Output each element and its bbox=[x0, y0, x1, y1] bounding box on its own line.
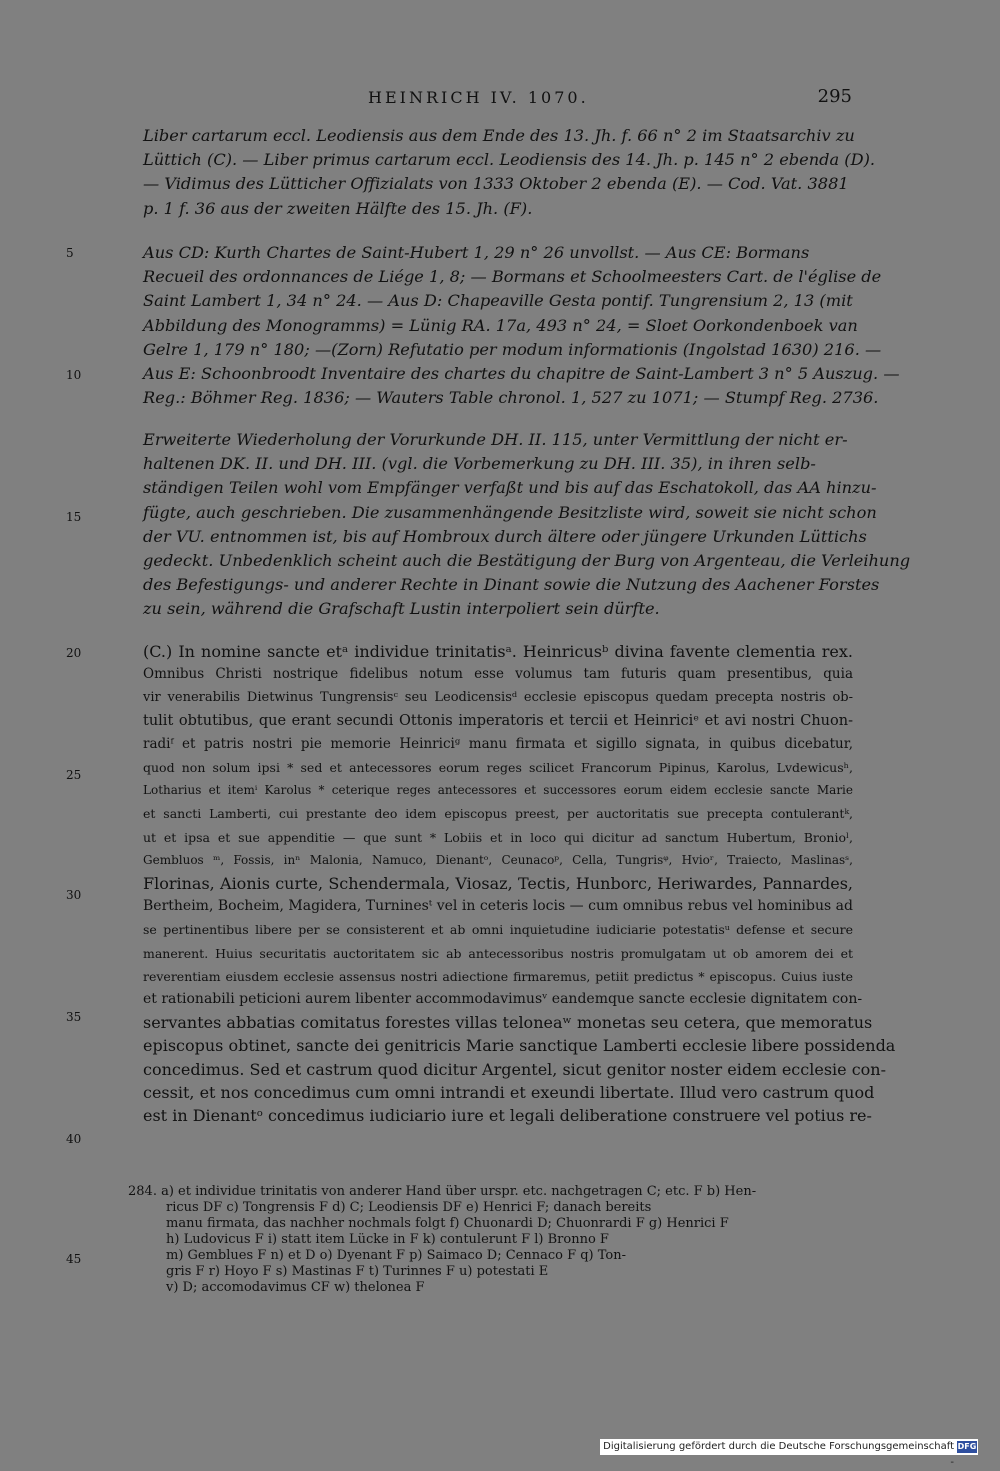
commentary-line: gedeckt. Unbedenklich scheint auch die Bestätigung der Burg von Argenteau, die Verleihung bbox=[143, 551, 911, 571]
charter-line: est in Dienantᵒ concedimus iudiciario iure et legali deliberatione construere vel potius re- bbox=[143, 1106, 872, 1126]
footnote-line: ricus DF c) Tongrensis F d) C; Leodiensis DF e) Henrici F; danach bereits bbox=[166, 1200, 652, 1215]
charter-line: radiᶠ et patris nostri pie memorie Heinriciᵍ manu firmata et sigillo signata, in quibus dicebatur, bbox=[143, 735, 853, 752]
charter-line: Florinas, Aionis curte, Schendermala, Viosaz, Tectis, Hunborc, Heriwardes, Pannardes, bbox=[143, 874, 853, 894]
charter-line: cessit, et nos concedimus cum omni intrandi et exeundi libertate. Illud vero castrum quod bbox=[143, 1082, 875, 1102]
line-number: 30 bbox=[66, 888, 82, 902]
footnote-line: 284. a) et individue trinitatis von anderer Hand über urspr. etc. nachgetragen C; etc. F b) Hen- bbox=[128, 1184, 757, 1199]
edition-line: Aus E: Schoonbroodt Inventaire des chartes du chapitre de Saint-Lambert 3 n° 5 Auszug. — bbox=[143, 364, 900, 384]
source-line: — Vidimus des Lütticher Offizialats von 1333 Oktober 2 ebenda (E). — Cod. Vat. 3881 bbox=[143, 174, 849, 194]
edition-line: Aus CD: Kurth Chartes de Saint-Hubert 1, 29 n° 26 unvollst. — Aus CE: Bormans bbox=[143, 243, 810, 262]
credit-text: Digitalisierung gefördert durch die Deutsche Forschungsgemeinschaft - bbox=[603, 1441, 954, 1468]
line-number: 45 bbox=[66, 1252, 82, 1266]
footnote-line: h) Ludovicus F i) statt item Lücke in F k) contulerunt F l) Bronno F bbox=[166, 1232, 609, 1247]
commentary-line: fügte, auch geschrieben. Die zusammenhängende Besitzliste wird, soweit sie nicht schon bbox=[143, 502, 877, 522]
commentary-line: der VU. entnommen ist, bis auf Hombroux durch ältere oder jüngere Urkunden Lüttichs bbox=[143, 526, 867, 546]
edition-line: Abbildung des Monogramms) = Lünig RA. 17a, 493 n° 24, = Sloet Oorkondenboek van bbox=[143, 315, 858, 335]
source-paragraph bbox=[143, 124, 876, 221]
source-line: Liber cartarum eccl. Leodiensis aus dem Ende des 13. Jh. f. 66 n° 2 im Staatsarchiv zu bbox=[143, 126, 855, 145]
commentary-paragraph bbox=[143, 428, 911, 622]
charter-line: tulit obtutibus, que erant secundi Ottonis imperatoris et tercii et Heinriciᵉ et avi nostri Chuon- bbox=[143, 712, 853, 729]
charter-line: concedimus. Sed et castrum quod dicitur Argentel, sicut genitor noster eidem ecclesie con- bbox=[143, 1059, 886, 1079]
line-number: 25 bbox=[66, 768, 82, 782]
footnote-line: v) D; accomodavimus CF w) thelonea F bbox=[166, 1280, 425, 1295]
commentary-line: ständigen Teilen wohl vom Empfänger verfaßt und bis auf das Eschatokoll, das AA hinzu- bbox=[143, 478, 877, 498]
line-number: 5 bbox=[66, 246, 74, 260]
edition-line: Saint Lambert 1, 34 n° 24. — Aus D: Chapeaville Gesta pontif. Tungrensium 2, 13 (mit bbox=[143, 291, 853, 311]
editions-paragraph bbox=[143, 241, 900, 410]
commentary-line: des Befestigungs- und anderer Rechte in Dinant sowie die Nutzung des Aachener Forstes bbox=[143, 575, 880, 595]
footnote-line: m) Gemblues F n) et D o) Dyenant F p) Saimaco D; Cennaco F q) Ton- bbox=[166, 1248, 627, 1263]
charter-text bbox=[143, 640, 896, 1127]
commentary-line: Erweiterte Wiederholung der Vorurkunde DH. II. 115, unter Vermittlung der nicht er- bbox=[143, 430, 848, 449]
commentary-line: zu sein, während die Grafschaft Lustin interpoliert sein dürfte. bbox=[143, 599, 660, 619]
charter-line: Lotharius et itemⁱ Karolus * ceterique reges antecessores et successores eorum eidem ecclesie sancte Marie bbox=[143, 783, 853, 798]
charter-line: (C.) In nomine sancte etᵃ individue trinitatisᵃ. Heinricusᵇ divina favente clementia rex. bbox=[143, 642, 853, 661]
running-title: HEINRICH IV. 1070. bbox=[368, 88, 589, 107]
line-number: 35 bbox=[66, 1010, 82, 1024]
charter-line: ut et ipsa et sue appenditie — que sunt * Lobiis et in loco qui dicitur ad sanctum Hubertum, Bronioˡ, bbox=[143, 829, 853, 845]
line-number: 40 bbox=[66, 1132, 82, 1146]
footnotes bbox=[128, 1184, 854, 1296]
source-line: Lüttich (C). — Liber primus cartarum eccl. Leodiensis des 14. Jh. p. 145 n° 2 ebenda (D). bbox=[143, 150, 876, 170]
line-number: 15 bbox=[66, 510, 82, 524]
charter-line: vir venerabilis Dietwinus Tungrensisᶜ seu Leodicensisᵈ ecclesie episcopus quedam precepta nostris ob- bbox=[143, 690, 853, 706]
charter-line: quod non solum ipsi * sed et antecessores eorum reges scilicet Francorum Pipinus, Karolus, Lvdewicusʰ, bbox=[143, 760, 853, 776]
funding-credit bbox=[600, 1439, 978, 1468]
edition-line: Recueil des ordonnances de Liége 1, 8; — Bormans et Schoolmeesters Cart. de l'église de bbox=[143, 267, 882, 287]
line-number: 20 bbox=[66, 646, 82, 660]
dfg-logo: DFG bbox=[957, 1442, 977, 1451]
charter-line: Omnibus Christi nostrique fidelibus notum esse volumus tam futuris quam presentibus, quia bbox=[143, 666, 853, 683]
charter-line: episcopus obtinet, sancte dei genitricis Marie sanctique Lamberti ecclesie libere possidenda bbox=[143, 1036, 896, 1056]
running-head bbox=[140, 88, 852, 112]
commentary-line: haltenen DK. II. und DH. III. (vgl. die Vorbemerkung zu DH. III. 35), in ihren selb- bbox=[143, 454, 816, 474]
charter-line: manerent. Huius securitatis auctoritatem sic ab antecessoribus nostris promulgatam ut ob amorem dei et bbox=[143, 945, 853, 961]
edition-line: Gelre 1, 179 n° 180; —(Zorn) Refutatio per modum informationis (Ingolstad 1630) 216. — bbox=[143, 339, 882, 359]
page-number: 295 bbox=[817, 86, 852, 107]
charter-line: servantes abbatias comitatus forestes villas teloneaʷ monetas seu cetera, que memoratus bbox=[143, 1013, 873, 1033]
charter-line: et sancti Lamberti, cui prestante deo idem episcopus preest, per auctoritatis sue precepta contulerantᵏ, bbox=[143, 806, 853, 822]
footnote-line: gris F r) Hoyo F s) Mastinas F t) Turinnes F u) potestati E bbox=[166, 1264, 549, 1279]
charter-line: Bertheim, Bocheim, Magidera, Turninesᵗ vel in ceteris locis — cum omnibus rebus vel hominibus ad bbox=[143, 898, 853, 915]
charter-line: reverentiam eiusdem ecclesie assensus nostri adiectione firmaremus, petiit predictus * episcopus. Cuius iuste bbox=[143, 968, 853, 984]
edition-line: Reg.: Böhmer Reg. 1836; — Wauters Table chronol. 1, 527 zu 1071; — Stumpf Reg. 2736. bbox=[143, 388, 879, 408]
footnote-line: manu firmata, das nachher nochmals folgt f) Chuonardi D; Chuonrardi F g) Henrici F bbox=[166, 1216, 729, 1231]
line-number: 10 bbox=[66, 368, 82, 382]
charter-line: Gembluos ᵐ, Fossis, inⁿ Malonia, Namuco, Dienantᵒ, Ceunacoᵖ, Cella, Tungrisᵠ, Hvioʳ, Traiecto, Maslinasˢ, bbox=[143, 852, 853, 867]
charter-line: et rationabili peticioni aurem libenter accommodavimusᵛ eandemque sancte ecclesie dignitatem con- bbox=[143, 991, 863, 1008]
source-line: p. 1 f. 36 aus der zweiten Hälfte des 15. Jh. (F). bbox=[143, 198, 533, 218]
charter-line: se pertinentibus libere per se consisterent et ab omni inquietudine iudiciarie potestatisᵘ defense et secure bbox=[143, 922, 853, 938]
